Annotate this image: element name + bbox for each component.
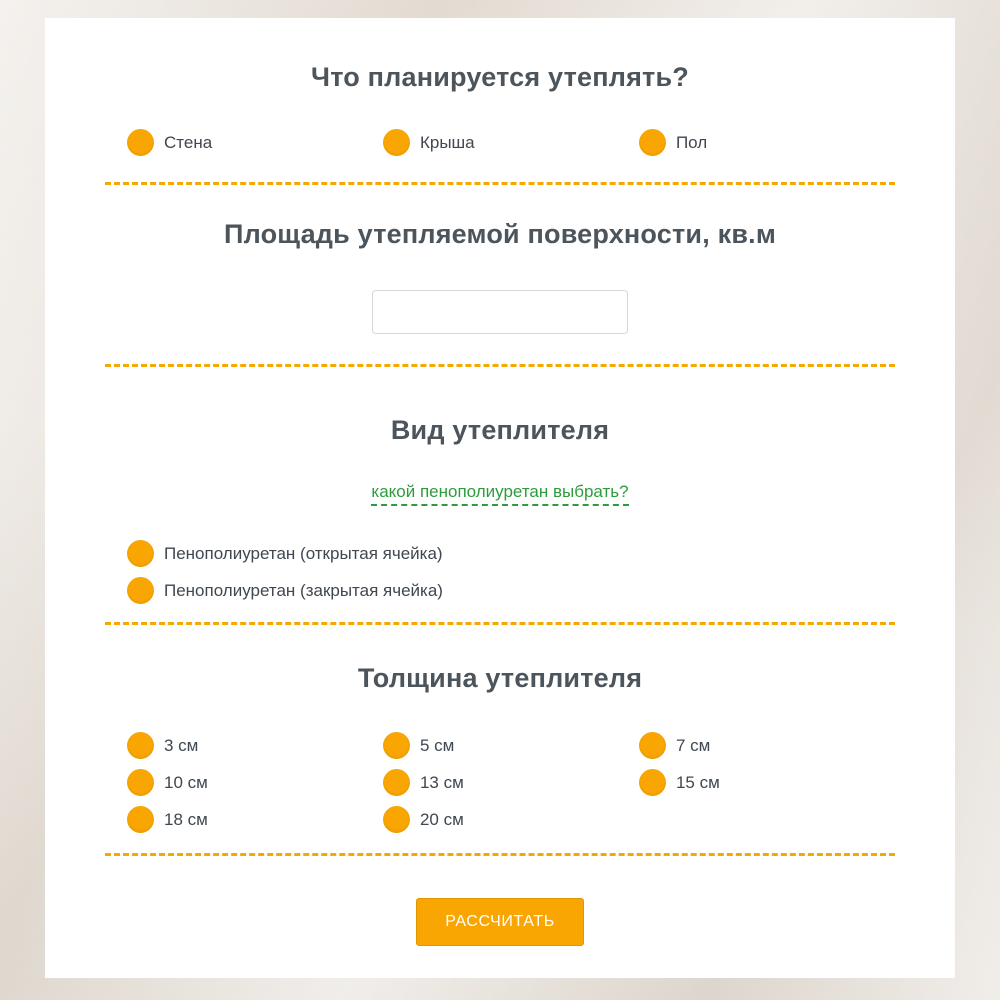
radio-option-thickness-10[interactable] xyxy=(127,769,208,796)
radio-icon[interactable] xyxy=(383,806,410,833)
calculator-card xyxy=(45,18,955,978)
question-thickness xyxy=(105,625,895,833)
area-input[interactable] xyxy=(372,290,628,334)
radio-option-label: 18 см xyxy=(164,809,208,829)
surface-option-cell xyxy=(127,129,383,156)
submit-row xyxy=(105,898,895,946)
radio-option-label: 7 см xyxy=(675,735,711,755)
radio-icon[interactable] xyxy=(127,129,154,156)
radio-icon[interactable] xyxy=(383,732,410,759)
thickness-row xyxy=(127,806,895,833)
thickness-cell xyxy=(127,806,383,833)
radio-option-label: Пол xyxy=(675,132,708,152)
radio-icon[interactable] xyxy=(639,732,666,759)
radio-option-open-cell[interactable] xyxy=(127,540,895,567)
radio-icon[interactable] xyxy=(127,577,154,604)
radio-option-label: 15 см xyxy=(675,772,720,792)
radio-icon[interactable] xyxy=(383,769,410,796)
radio-option-label: Пенополиуретан (открытая ячейка) xyxy=(164,543,443,563)
radio-option-label: Пенополиуретан (закрытая ячейка) xyxy=(164,580,443,600)
radio-option-floor[interactable] xyxy=(639,129,895,156)
radio-option-roof[interactable] xyxy=(383,129,639,156)
question-surface-type xyxy=(105,18,895,156)
thickness-options xyxy=(105,732,895,833)
radio-icon[interactable] xyxy=(127,540,154,567)
radio-option-label: 5 см xyxy=(419,735,455,755)
radio-icon[interactable] xyxy=(383,129,410,156)
radio-option-thickness-15[interactable] xyxy=(639,769,720,796)
radio-option-thickness-7[interactable] xyxy=(639,732,710,759)
surface-option-cell xyxy=(639,129,895,156)
radio-option-thickness-18[interactable] xyxy=(127,806,208,833)
radio-option-thickness-20[interactable] xyxy=(383,806,464,833)
surface-type-options xyxy=(105,129,895,156)
radio-option-thickness-13[interactable] xyxy=(383,769,464,796)
radio-icon[interactable] xyxy=(127,732,154,759)
radio-option-label: Крыша xyxy=(419,132,475,152)
question-insulation-type xyxy=(105,367,895,604)
question-area xyxy=(105,185,895,364)
thickness-cell xyxy=(383,732,639,759)
help-link-choose-foam[interactable]: какой пенополиуретан выбрать? xyxy=(371,482,628,506)
thickness-row xyxy=(127,769,895,796)
radio-option-thickness-3[interactable] xyxy=(127,732,198,759)
radio-option-label: 13 см xyxy=(419,772,464,792)
insulation-type-options xyxy=(105,540,895,604)
radio-icon[interactable] xyxy=(127,806,154,833)
radio-option-label: 10 см xyxy=(164,772,208,792)
help-link-row xyxy=(105,482,895,506)
thickness-row xyxy=(127,732,895,759)
thickness-cell xyxy=(639,769,895,796)
radio-option-label: Стена xyxy=(164,132,213,152)
radio-option-thickness-5[interactable] xyxy=(383,732,454,759)
calculate-button[interactable]: РАССЧИТАТЬ xyxy=(416,898,584,946)
area-title: Площадь утепляемой поверхности, кв.м xyxy=(223,219,776,249)
area-input-row xyxy=(105,290,895,334)
radio-option-label: 3 см xyxy=(164,735,199,755)
thickness-cell xyxy=(383,769,639,796)
divider xyxy=(105,853,895,856)
surface-option-cell xyxy=(383,129,639,156)
radio-icon[interactable] xyxy=(639,769,666,796)
insulation-type-title: Вид утеплителя xyxy=(390,415,610,445)
radio-icon[interactable] xyxy=(127,769,154,796)
radio-icon[interactable] xyxy=(639,129,666,156)
radio-option-label: 20 см xyxy=(419,809,464,829)
radio-option-wall[interactable] xyxy=(127,129,383,156)
thickness-title: Толщина утеплителя xyxy=(357,663,643,693)
thickness-cell xyxy=(639,806,895,833)
thickness-cell xyxy=(639,732,895,759)
thickness-cell xyxy=(127,732,383,759)
page-title: Что планируется утеплять? xyxy=(311,62,689,92)
radio-option-closed-cell[interactable] xyxy=(127,577,895,604)
thickness-cell xyxy=(383,806,639,833)
thickness-cell xyxy=(127,769,383,796)
